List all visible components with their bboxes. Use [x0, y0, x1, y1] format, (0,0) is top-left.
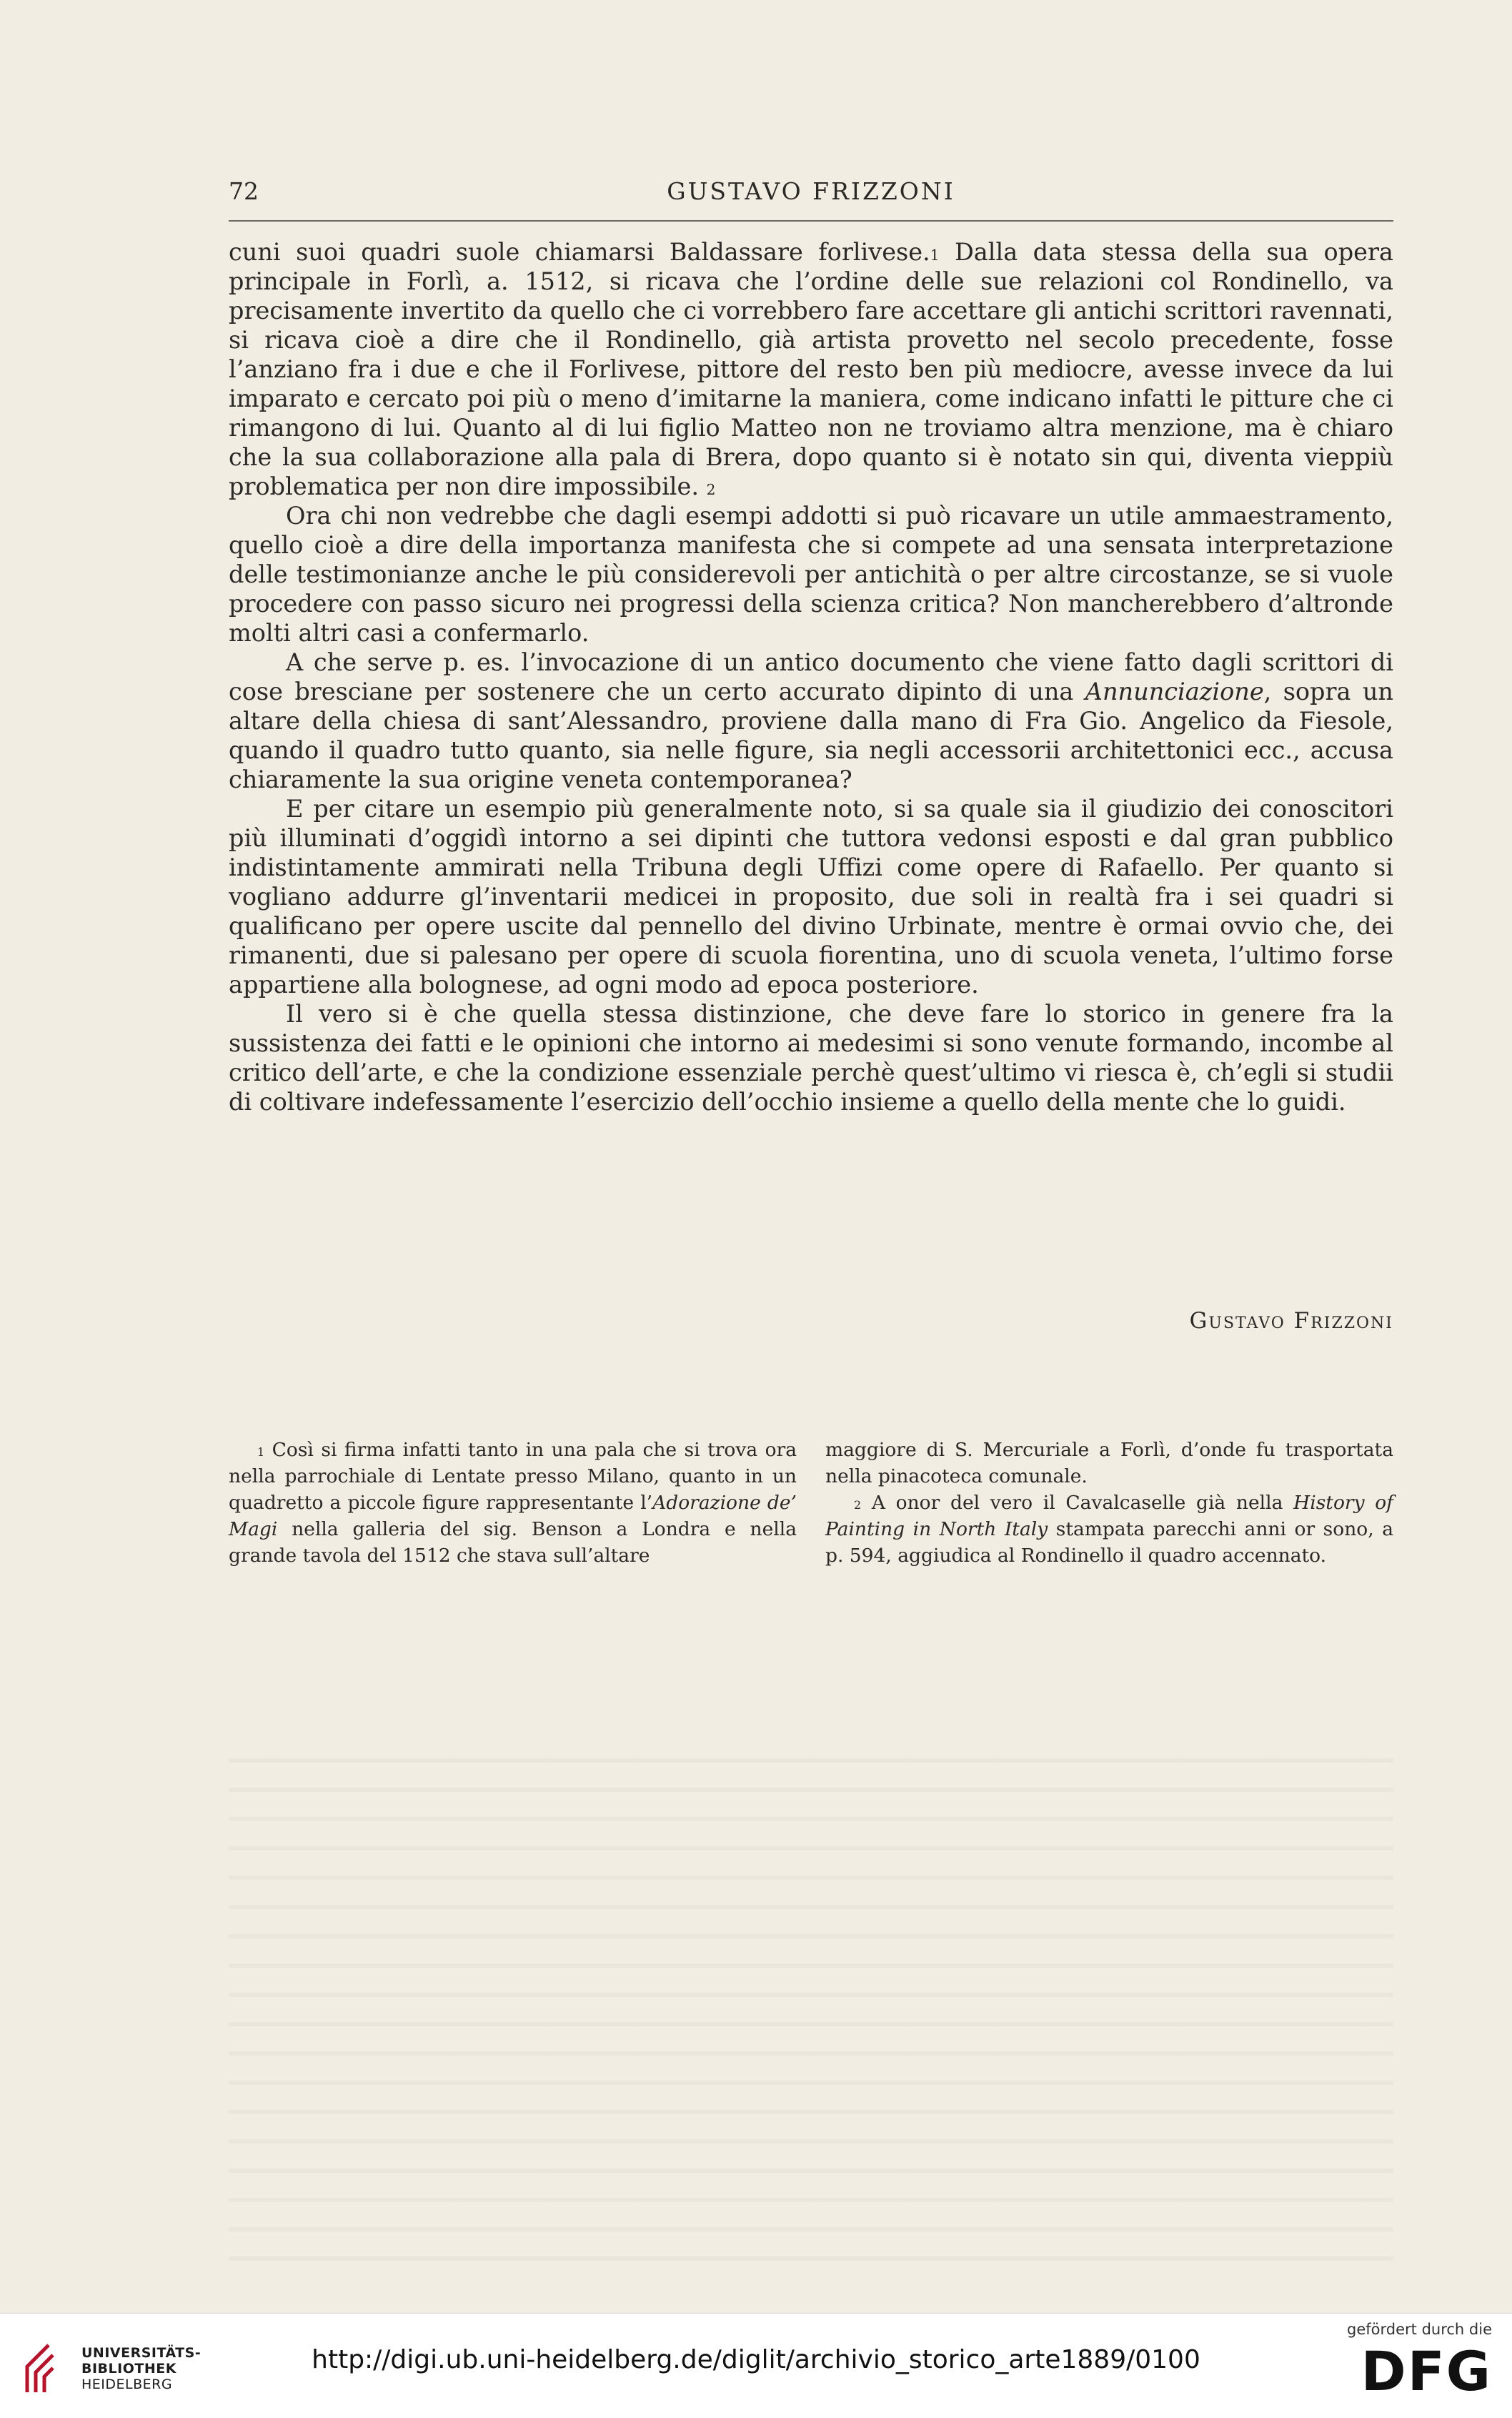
- footnote-rule: [229, 1401, 786, 1402]
- dfg-logo: DFG: [1361, 2339, 1492, 2403]
- footnote-column-left: [229, 1437, 797, 1569]
- running-head: GUSTAVO FRIZZONI: [667, 177, 955, 205]
- footnote-1: $^1$ Così si firma infatti tanto in una pala che si trova ora nella parrochiale di Lentate presso Milano, quanto in un quadretto a piccole figure rappresentante l’Adorazione de’ Magi nella galleria del sig. Benson a Londra e nella grande tavola del 1512 che stava sull’altare: [229, 1439, 797, 1567]
- source-url-link[interactable]: http://digi.ub.uni-heidelberg.de/diglit/archivio_storico_arte1889/0100: [312, 2345, 1200, 2374]
- footnote-1-continued: maggiore di S. Mercuriale a Forlì, d’onde fu trasportata nella pinacoteca comunale.: [825, 1439, 1393, 1487]
- paragraph-5: Il vero si è che quella stessa distinzione, che deve fare lo storico in genere fra la sussistenza dei fatti e le opinioni che intorno ai medesimi si sono venute formando, incombe al critico dell’arte, e che la condizione essenziale perchè quest’ultimo vi riesca è, ch’egli si studii di coltivare indefessamente l’esercizio dell’occhio insieme a quello della mente che lo guidi.: [229, 1000, 1393, 1116]
- page-header: [229, 177, 1393, 222]
- viewer-footer: [0, 2313, 1512, 2418]
- italic-title: Annunciazione: [1085, 678, 1264, 705]
- paragraph-1: cuni suoi quadri suole chiamarsi Baldassare forlivese.$^1$ Dalla data stessa della sua opera principale in Forlì, a. 1512, si ricava che l’ordine delle sue relazioni col Rondinello, va precisamente invertito da quello che ci vorrebbero fare accettare gli antichi scrittori ravennati, si ricava cioè a dire che il Rondinello, già artista provetto nel secolo precedente, fosse l’anziano fra i due e che il Forlivese, pittore del resto ben più mediocre, avesse invece da lui imparato e cercato poi più o meno d’imitarne la maniera, come indicano infatti le pitture che ci rimangono di lui. Quanto al di lui figlio Matteo non ne troviamo altra menzione, ma è chiaro che la sua collaborazione alla pala di Brera, dopo quanto si è notato sin qui, diventa vieppiù problematica per non dire impossibile. $^2$: [229, 238, 1393, 500]
- body-text: [229, 237, 1393, 1116]
- library-name: UNIVERSITÄTS- BIBLIOTHEK HEIDELBERG: [81, 2345, 202, 2392]
- author-signature: Gustavo Frizzoni: [1189, 1308, 1393, 1334]
- sponsor-text: gefördert durch die: [1347, 2321, 1492, 2338]
- footnote-ref-2[interactable]: 2: [706, 481, 716, 498]
- page-number: 72: [229, 177, 259, 205]
- footnotes: [229, 1437, 1393, 1569]
- bleed-through-area: [229, 1758, 1393, 2273]
- footnote-2: $^2$ A onor del vero il Cavalcaselle già nella History of Painting in North Italy stampata parecchi anni or sono, a p. 594, aggiudica al Rondinello il quadro accennato.: [825, 1492, 1393, 1567]
- paragraph-2: Ora chi non vedrebbe che dagli esempi addotti si può ricavare un utile ammaestramento, quello cioè a dire della importanza manifesta che si compete ad una sensata interpretazione delle testimonianze anche le più considerevoli per antichità o per altre circostanze, se si vuole procedere con passo sicuro nei progressi della scienza critica? Non mancherebbero d’altronde molti altri casi a confermarlo.: [229, 502, 1393, 647]
- paragraph-3: A che serve p. es. l’invocazione di un antico documento che viene fatto dagli scrittori di cose bresciane per sostenere che un certo accurato dipinto di una Annunciazione, sopra un altare della chiesa di sant’Alessandro, proviene dalla mano di Fra Gio. Angelico da Fiesole, quando il quadro tutto quanto, sia nelle figure, sia negli accessorii architettonici ecc., accusa chiaramente la sua origine veneta contemporanea?: [229, 648, 1394, 793]
- sponsor-block[interactable]: [1342, 2321, 1492, 2414]
- paragraph-4: E per citare un esempio più generalmente noto, si sa quale sia il giudizio dei conoscitori più illuminati d’oggidì intorno a sei dipinti che tuttora vedonsi esposti e dal gran pubblico indistintamente ammirati nella Tribuna degli Uffizi come opere di Rafaello. Per quanto si vogliano addurre gl’inventarii medicei in proposito, due soli in realtà fra i sei quadri si qualificano per opere uscite dal pennello del divino Urbinate, mentre è ormai ovvio che, dei rimanenti, due si palesano per opere di scuola fiorentina, uno di scuola veneta, l’ultimo forse appartiene alla bolognese, ad ogni modo ad epoca posteriore.: [229, 795, 1393, 999]
- footnote-column-right: [825, 1437, 1393, 1569]
- footnote-ref-1[interactable]: 1: [930, 247, 940, 264]
